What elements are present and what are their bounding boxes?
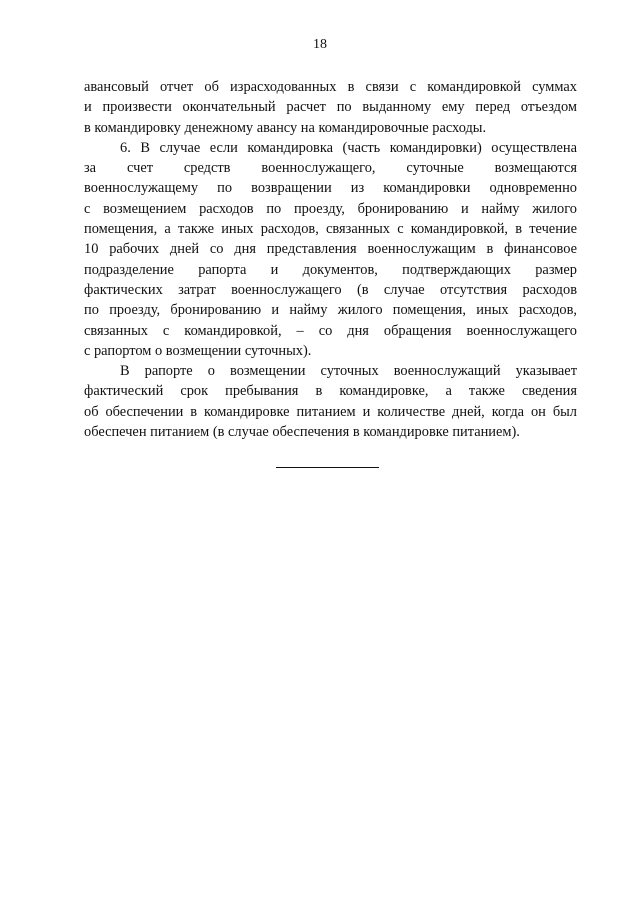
page-number: 18 [313, 37, 327, 52]
text-line: фактический срок пребывания в командировке, а также сведения [84, 383, 577, 400]
text-line: с рапортом о возмещении суточных). [84, 342, 312, 359]
text-line: по проезду, бронированию и найму жилого помещения, иных расходов, [84, 302, 577, 319]
text-line: военнослужащему по возвращении из командировки одновременно [84, 180, 577, 197]
paragraph-first-line: В рапорте о возмещении суточных военнослужащий указывает [120, 363, 577, 380]
body-text [84, 77, 577, 442]
text-line: помещения, а также иных расходов, связанных с командировкой, в течение [84, 221, 577, 238]
text-line: об обеспечении в командировке питанием и количестве дней, когда он был [84, 403, 577, 420]
text-line: с возмещением расходов по проезду, бронированию и найму жилого [84, 200, 577, 217]
text-line: фактических затрат военнослужащего (в случае отсутствия расходов [84, 281, 577, 298]
text-line: в командировку денежному авансу на командировочные расходы. [84, 119, 487, 136]
closing-rule-divider [276, 467, 379, 468]
text-line: подразделение рапорта и документов, подтверждающих размер [84, 261, 577, 278]
text-line: обеспечен питанием (в случае обеспечения в командировке питанием). [84, 424, 520, 441]
text-line: 10 рабочих дней со дня представления военнослужащим в финансовое [84, 241, 577, 258]
text-line: за счет средств военнослужащего, суточные возмещаются [84, 160, 577, 177]
paragraph-first-line: 6. В случае если командировка (часть командировки) осуществлена [120, 139, 577, 156]
text-line: авансовый отчет об израсходованных в связи с командировкой суммах [84, 79, 577, 95]
text-line: и произвести окончательный расчет по выданному ему перед отъездом [84, 99, 577, 116]
text-line: связанных с командировкой, – со дня обращения военнослужащего [84, 322, 577, 339]
